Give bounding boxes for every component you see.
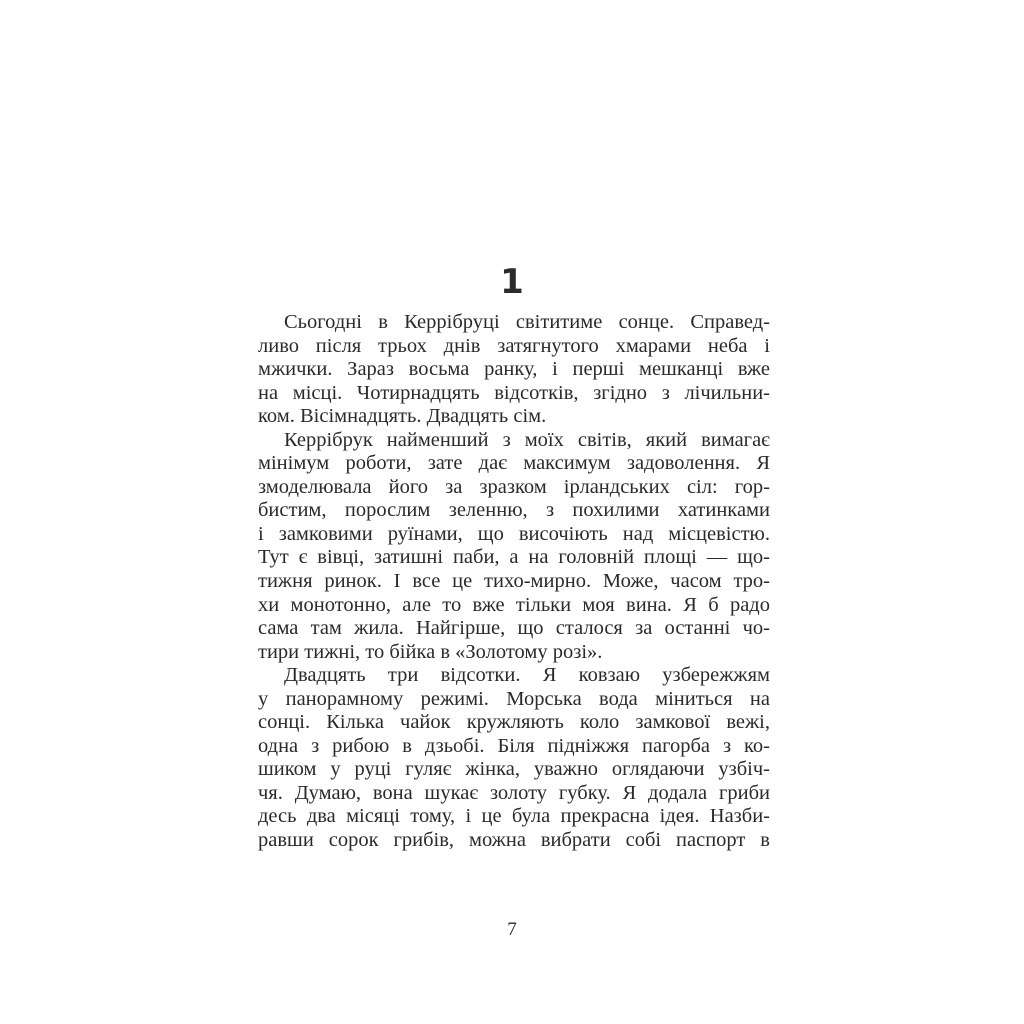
text-line: мжички. Зараз восьма ранку, і перші мешканці вже [258, 358, 770, 381]
text-line: змоделювала його за зразком ірландських сіл: гор- [258, 475, 770, 498]
text-line: бистим, порослим зеленню, з похилими хатинками [258, 499, 770, 522]
paragraph [258, 429, 770, 664]
text-line: шиком у руці гуляє жінка, уважно оглядаючи узбіч- [258, 758, 770, 781]
body-text [258, 311, 770, 853]
paragraph [258, 311, 770, 429]
text-line: Керрібрук найменший з моїх світів, який вимагає [284, 428, 770, 451]
text-line: хи монотонно, але то вже тільки моя вина. Я б радо [258, 593, 770, 616]
text-line: і замковими руїнами, що височіють над місцевістю. [258, 522, 770, 545]
text-line: десь два місяці тому, і це була прекрасна ідея. Назби- [258, 805, 770, 828]
text-line: Сьогодні в Керрібруці світитиме сонце. Справед- [284, 311, 770, 333]
text-line: тири тижні, то бійка в «Золотому розі». [258, 640, 603, 663]
paragraph [258, 664, 770, 852]
chapter-number: 1 [500, 262, 524, 302]
text-line: одна з рибою в дзьобі. Біля підніжжя пагорба з ко- [258, 734, 770, 757]
text-line: Тут є вівці, затишні паби, а на головній площі — що- [258, 546, 770, 569]
text-line: сонці. Кілька чайок кружляють коло замкової вежі, [258, 711, 770, 734]
page-number: 7 [507, 919, 517, 940]
text-line: на місці. Чотирнадцять відсотків, згідно з лічильни- [258, 381, 770, 404]
text-line: мінімум роботи, зате дає максимум задоволення. Я [258, 452, 770, 475]
text-line: ком. Вісімнадцять. Двадцять сім. [258, 405, 547, 428]
text-line: ливо після трьох днів затягнутого хмарами неба і [258, 334, 770, 357]
text-line: равши сорок грибів, можна вибрати собі паспорт в [258, 829, 770, 852]
text-line: Двадцять три відсотки. Я ковзаю узбережжям [284, 664, 770, 687]
text-line: у панорамному режимі. Морська вода міниться на [258, 687, 770, 710]
text-line: сама там жила. Найгірше, що сталося за останні чо- [258, 617, 770, 640]
text-line: тижня ринок. І все це тихо-мирно. Може, часом тро- [258, 570, 770, 593]
text-line: чя. Думаю, вона шукає золоту губку. Я додала гриби [258, 781, 770, 804]
